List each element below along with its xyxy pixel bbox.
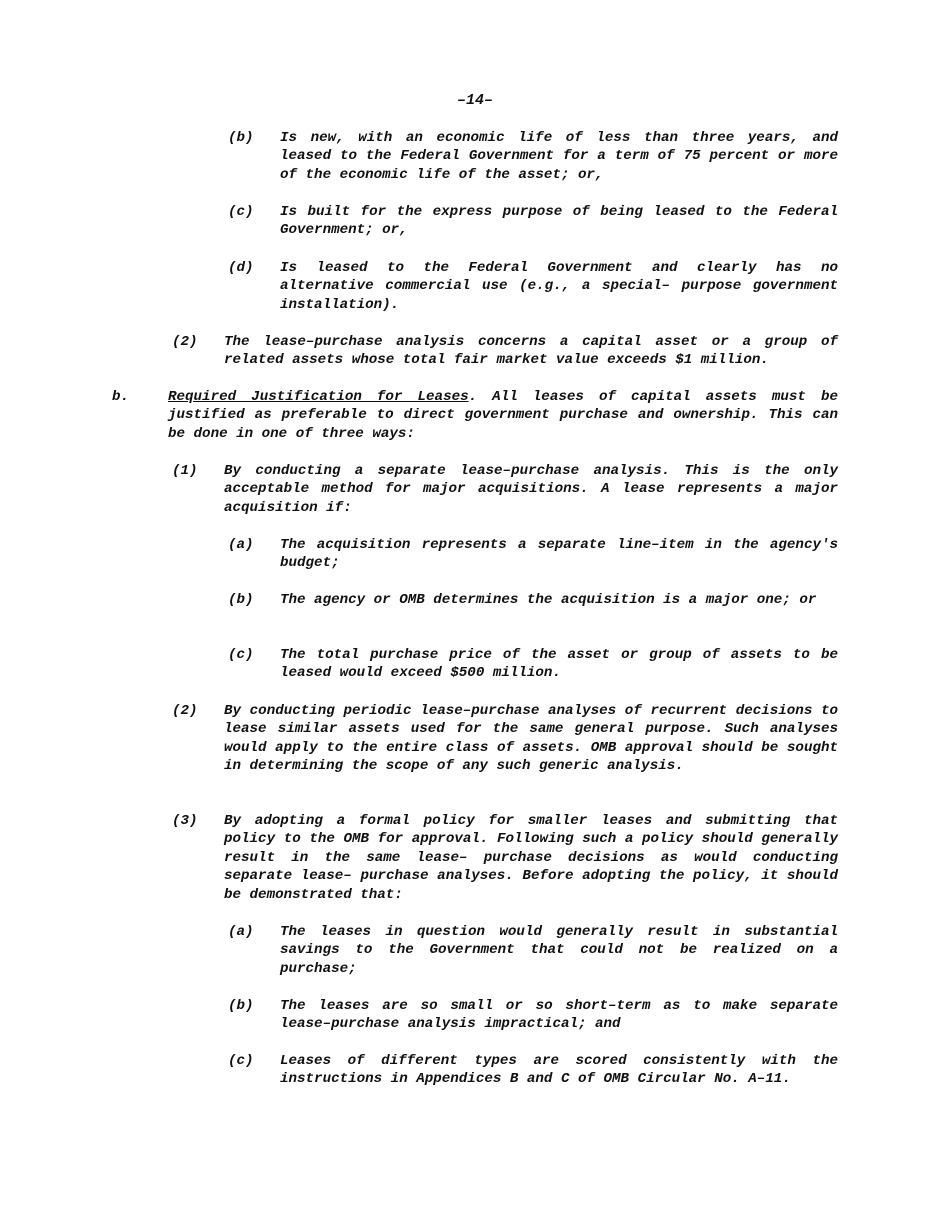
- item-text: The leases in question would generally result in substantial savings to the Government that could not be realized on a purchase;: [280, 924, 838, 977]
- section-heading: Required Justification for Leases: [168, 389, 469, 405]
- list-item: [172, 462, 838, 517]
- item-label: (c): [228, 647, 254, 663]
- item-label: (c): [228, 204, 254, 220]
- item-text: Leases of different types are scored consistently with the instructions in Appendices B and C of OMB Circular No. A–11.: [280, 1053, 838, 1088]
- item-text: By adopting a formal policy for smaller leases and submitting that policy to the OMB for approval. Following such a policy should generally result in the same lease– purchase decisions as would conducting separate lease– purchase analyses. Before adopting the policy, it should be demonstrated that:: [224, 813, 838, 903]
- section-label: b.: [112, 389, 130, 405]
- item-label: (c): [228, 1053, 254, 1069]
- section-b: [112, 388, 838, 443]
- item-text: By conducting periodic lease–purchase analyses of recurrent decisions to lease similar assets used for the same general purpose. Such analyses would apply to the entire class of assets. OMB approval should be sought in determining the scope of any such generic analysis.: [224, 703, 838, 775]
- list-item: [228, 591, 838, 609]
- item-label: (a): [228, 537, 254, 553]
- item-label: (3): [172, 813, 198, 829]
- item-text: Is new, with an economic life of less than three years, and leased to the Federal Government for a term of 75 percent or more of the economic life of the asset; or,: [280, 130, 838, 183]
- item-label: (b): [228, 592, 254, 608]
- item-text: The agency or OMB determines the acquisition is a major one; or: [280, 592, 817, 608]
- section-text: [168, 388, 838, 443]
- item-text: Is leased to the Federal Government and clearly has no alternative commercial use (e.g., a special– purpose government installation).: [280, 260, 838, 313]
- list-item: [172, 333, 838, 370]
- list-item: [228, 997, 838, 1034]
- item-text: Is built for the express purpose of being leased to the Federal Government; or,: [280, 204, 838, 239]
- list-item: [228, 536, 838, 573]
- item-label: (1): [172, 463, 198, 479]
- item-text: The leases are so small or so short–term as to make separate lease–purchase analysis impractical; and: [280, 998, 838, 1033]
- item-text: The lease–purchase analysis concerns a capital asset or a group of related assets whose total fair market value exceeds $1 million.: [224, 334, 838, 369]
- list-item: [228, 923, 838, 978]
- page-number: –14–: [456, 92, 493, 109]
- item-text: The total purchase price of the asset or group of assets to be leased would exceed $500 million.: [280, 647, 838, 682]
- item-label: (2): [172, 703, 198, 719]
- list-item: [172, 812, 838, 904]
- list-item: [228, 1052, 838, 1089]
- item-label: (a): [228, 924, 254, 940]
- list-item: [228, 203, 838, 240]
- list-item: [228, 646, 838, 683]
- item-label: (b): [228, 998, 254, 1014]
- section-body: . All leases of capital assets must be justified as preferable to direct government purchase and ownership. This can be done in one of three ways:: [168, 389, 838, 442]
- item-text: The acquisition represents a separate line–item in the agency's budget;: [280, 537, 838, 572]
- item-label: (d): [228, 260, 254, 276]
- item-label: (b): [228, 130, 254, 146]
- item-text: By conducting a separate lease–purchase analysis. This is the only acceptable method for major acquisitions. A lease represents a major acquisition if:: [224, 463, 838, 516]
- list-item: [172, 702, 838, 776]
- item-label: (2): [172, 334, 198, 350]
- list-item: [228, 259, 838, 314]
- list-item: [228, 129, 838, 184]
